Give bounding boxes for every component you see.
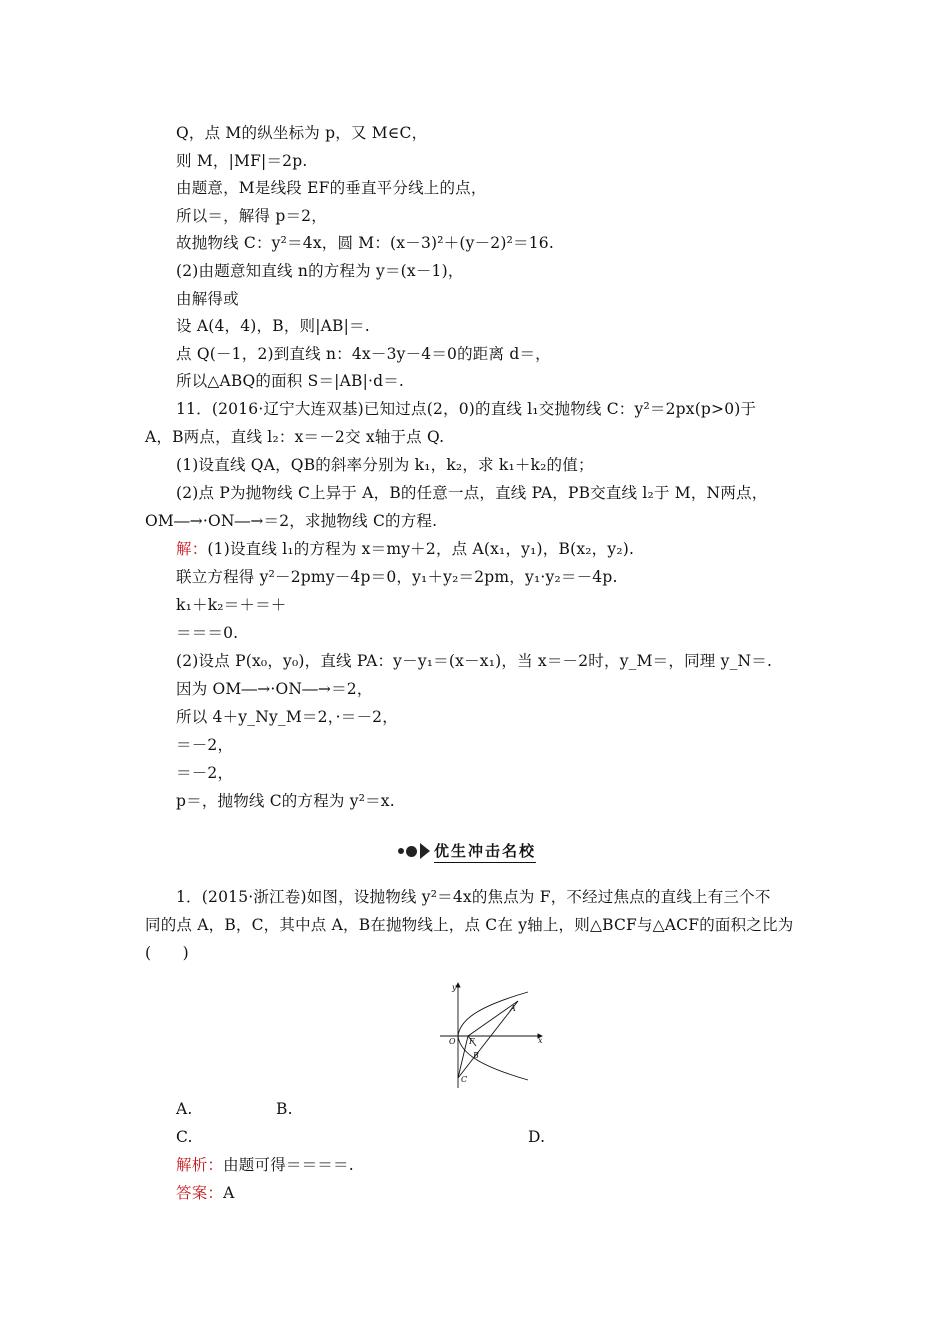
text-line: 所以＝，解得 p＝2， xyxy=(176,207,327,225)
point-f-label: F xyxy=(469,1037,475,1046)
text-line: 点 Q(－1，2)到直线 n：4x－3y－4＝0的距离 d＝， xyxy=(176,345,551,363)
solution-line xyxy=(176,538,634,560)
text-line: 所以△ABQ的面积 S＝|AB|·d＝. xyxy=(176,372,405,390)
option-d: D. xyxy=(528,1128,546,1146)
answer-line xyxy=(176,1182,235,1204)
answer-label: 答案： xyxy=(176,1184,224,1202)
analysis-line xyxy=(176,1154,354,1176)
question-1-line-2: 同的点 A，B，C，其中点 A，B在抛物线上，点 C在 y轴上，则△BCF与△ACF的面积之比为 xyxy=(145,916,794,934)
analysis-text: 由题可得＝＝＝＝. xyxy=(223,1156,354,1174)
text-line: ＝－2， xyxy=(176,764,234,782)
problem-11-line-1: 11．(2016·辽宁大连双基)已知过点(2，0)的直线 l₁交抛物线 C：y²＝2px(p>0)于 xyxy=(176,400,757,418)
option-b: B. xyxy=(276,1100,293,1118)
problem-11-line-2: A，B两点，直线 l₂：x＝－2交 x轴于点 Q. xyxy=(145,428,445,446)
banner-dots-icon xyxy=(398,846,417,857)
origin-label: O xyxy=(449,1037,456,1046)
question-1-line-1: 1．(2015·浙江卷)如图，设抛物线 y²＝4x的焦点为 F，不经过焦点的直线上有三个不 xyxy=(176,888,771,906)
banner-arrow-icon xyxy=(420,843,430,859)
analysis-label: 解析： xyxy=(176,1156,224,1174)
parabola-upper-branch xyxy=(458,992,528,1036)
text-line: 由题意，M是线段 EF的垂直平分线上的点， xyxy=(176,179,487,197)
text-line: 因为 OM―→·ON―→＝2， xyxy=(176,680,373,698)
text-line: ＝－2， xyxy=(176,736,234,754)
problem-11-part-2-cont: OM―→·ON―→＝2，求抛物线 C的方程. xyxy=(145,512,438,530)
problem-11-part-1: (1)设直线 QA，QB的斜率分别为 k₁，k₂，求 k₁＋k₂的值； xyxy=(176,456,594,474)
problem-11-part-2: (2)点 P为抛物线 C上异于 A，B的任意一点，直线 PA，PB交直线 l₂于 M，N两点， xyxy=(176,484,768,502)
banner-title: 优生冲击名校 xyxy=(434,840,536,863)
x-axis-label: x xyxy=(538,1036,543,1045)
point-a-label: A xyxy=(510,1004,516,1013)
text-line: 由解得或 xyxy=(176,290,239,308)
text-line: 设 A(4，4)，B，则|AB|＝. xyxy=(176,317,370,335)
point-c-label: C xyxy=(461,1075,468,1084)
text-line: p＝，抛物线 C的方程为 y²＝x. xyxy=(176,792,395,810)
answer-value: A xyxy=(223,1184,235,1202)
solution-label: 解： xyxy=(176,540,208,558)
text-line: ＝＝＝0. xyxy=(176,624,239,642)
y-axis-label: y xyxy=(452,983,457,992)
text-line: 联立方程得 y²－2pmy－4p＝0，y₁＋y₂＝2pm，y₁·y₂＝－4p. xyxy=(176,568,618,586)
parabola-figure xyxy=(438,978,550,1090)
text-line: 则 M，|MF|＝2p. xyxy=(176,152,308,170)
option-a: A. xyxy=(176,1100,193,1118)
section-banner xyxy=(398,838,536,864)
text-line: (2)设点 P(x₀，y₀)，直线 PA：y－y₁＝(x－x₁)，当 x＝－2时，y_M＝，同理 y_N＝. xyxy=(176,652,773,670)
point-b-label: B xyxy=(473,1051,479,1060)
option-c: C. xyxy=(176,1128,193,1146)
solution-text: (1)设直线 l₁的方程为 x＝my＋2，点 A(x₁，y₁)，B(x₂，y₂). xyxy=(207,540,635,558)
text-line: (2)由题意知直线 n的方程为 y＝(x－1)， xyxy=(176,262,464,280)
text-line: 故抛物线 C：y²＝4x，圆 M：(x－3)²＋(y－2)²＝16. xyxy=(176,234,554,252)
answer-blank: ( ) xyxy=(145,944,189,962)
text-line: Q，点 M的纵坐标为 p，又 M∈C， xyxy=(176,124,428,142)
text-line: k₁＋k₂＝＋＝＋ xyxy=(176,596,287,614)
text-line: 所以 4＋y_Ny_M＝2，·＝－2， xyxy=(176,708,398,726)
